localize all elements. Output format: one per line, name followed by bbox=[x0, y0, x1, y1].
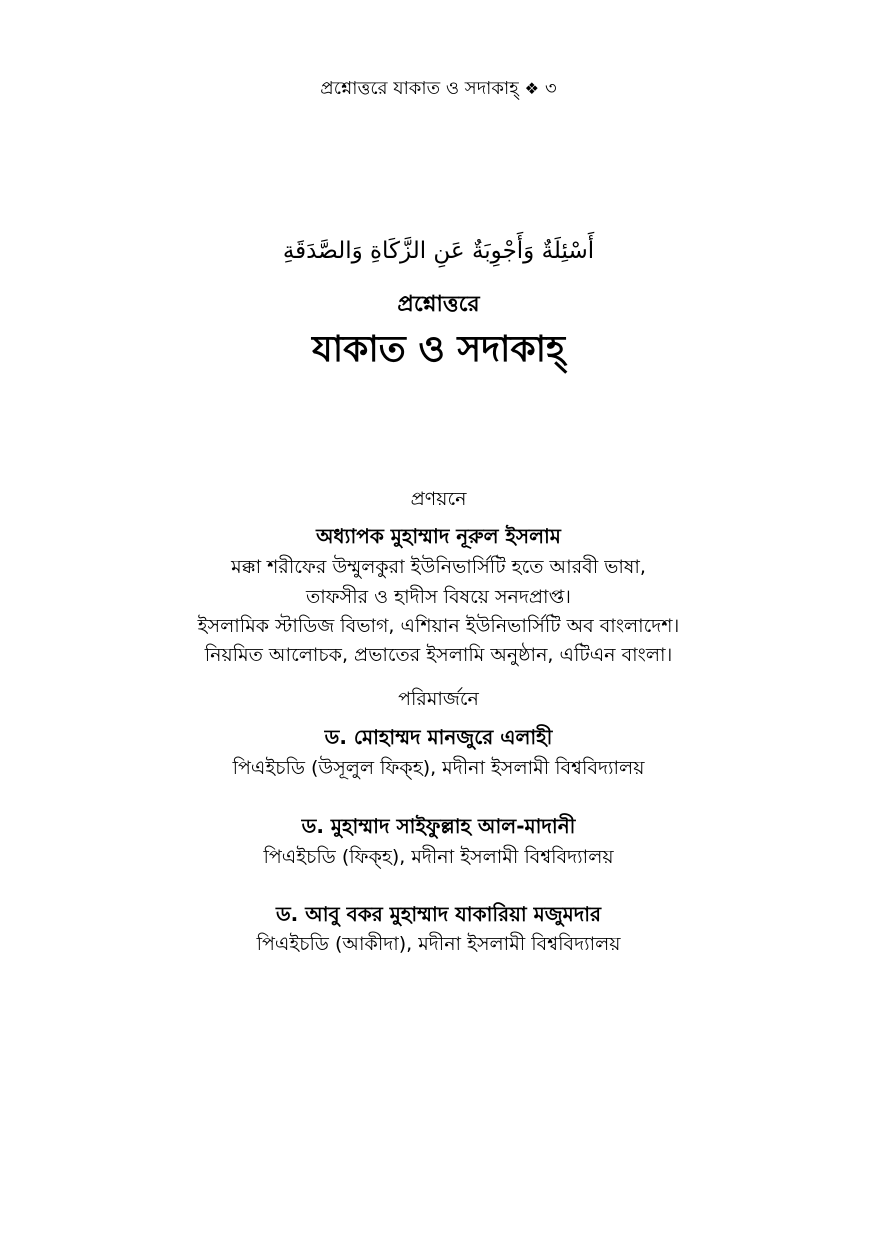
editor-2-name: ড. মুহাম্মাদ সাইফুল্লাহ আল-মাদানী bbox=[301, 814, 576, 838]
title-subtitle: প্রশ্নোত্তরে bbox=[397, 292, 480, 317]
compiler-label: প্রণয়নে bbox=[410, 488, 467, 510]
header-separator: ❖ bbox=[524, 79, 539, 98]
editor-3-name: ড. আবু বকর মুহাম্মাদ যাকারিয়া মজুমদার bbox=[275, 902, 602, 926]
running-header bbox=[0, 80, 877, 98]
main-title: যাকাত ও সদাকাহ্ bbox=[311, 329, 566, 370]
compiler-detail-2: তাফসীর ও হাদীস বিষয়ে সনদপ্রাপ্ত। bbox=[306, 586, 571, 608]
page-number: ৩ bbox=[545, 78, 557, 99]
editor-3-credential: পিএইচডি (আকীদা), মদীনা ইসলামী বিশ্ববিদ্যালয় bbox=[256, 933, 621, 955]
compiler-name: অধ্যাপক মুহাম্মাদ নূরুল ইসলাম bbox=[316, 524, 561, 548]
editor-1-name: ড. মোহাম্মদ মানজুরে এলাহী bbox=[324, 725, 553, 749]
compiler-detail-1: মক্কা শরীফের উম্মুলকুরা ইউনিভার্সিটি হতে আরবী ভাষা, bbox=[231, 556, 646, 578]
compiler-detail-4: নিয়মিত আলোচক, প্রভাতের ইসলামি অনুষ্ঠান, এটিএন বাংলা। bbox=[204, 644, 673, 666]
editor-1-credential: পিএইচডি (উসূলুল ফিক্হ), মদীনা ইসলামী বিশ্ববিদ্যালয় bbox=[232, 757, 645, 779]
editors-label: পরিমার্জনে bbox=[398, 688, 479, 710]
compiler-detail-3: ইসলামিক স্টাডিজ বিভাগ, এশিয়ান ইউনিভার্সিটি অব বাংলাদেশ। bbox=[197, 615, 680, 637]
editor-2-credential: পিএইচডি (ফিক্হ), মদীনা ইসলামী বিশ্ববিদ্যালয় bbox=[263, 846, 614, 868]
header-book-title: প্রশ্নোত্তরে যাকাত ও সদাকাহ্ bbox=[320, 78, 519, 99]
arabic-title: أَسْئِلَةٌ وَأَجْوِبَةٌ عَنِ الزَّكَاةِ وَالصَّدَقَةِ bbox=[282, 238, 595, 264]
